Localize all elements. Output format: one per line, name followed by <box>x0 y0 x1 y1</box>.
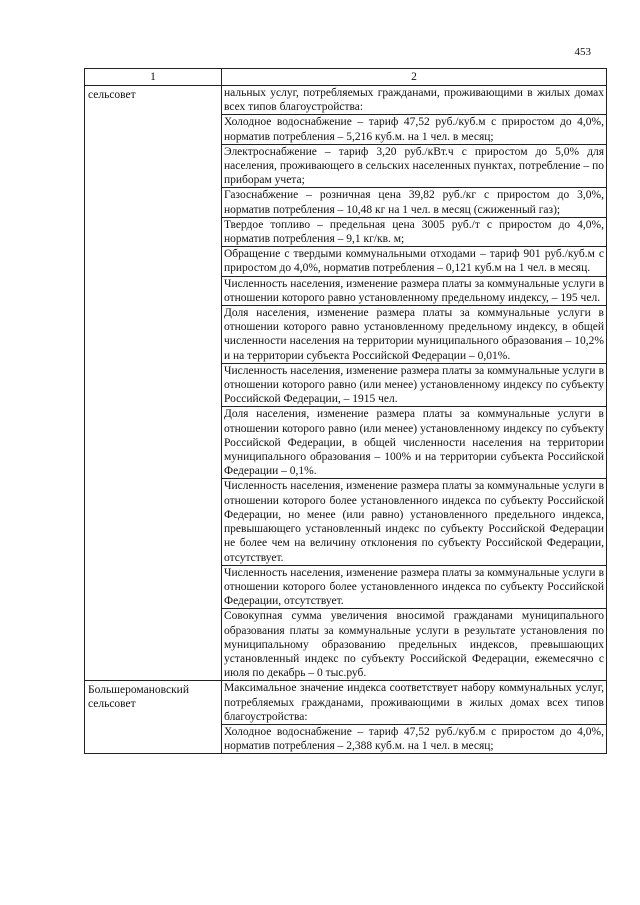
detail-paragraph: нальных услуг, потребляемых гражданами, проживающими в жилых домах всех типов благоустройства: <box>224 87 604 114</box>
municipality-name: Большеромановский сельсовет <box>85 681 222 754</box>
detail-paragraph: Доля населения, изменение размера платы за коммунальные услуги в отношении которого равно (или менее) установленному индексу по субъекту Российской Федерации, в общей численности населения на территории муниципального образования – 100% и на территории субъекта Российской Федерации – 0,1%. <box>224 408 604 478</box>
detail-paragraph: Твердое топливо – предельная цена 3005 руб./т с приростом до 4,0%, норматив потребления – 9,1 кг/кв. м; <box>224 218 604 246</box>
page-number: 453 <box>574 46 591 58</box>
detail-paragraph: Обращение с твердыми коммунальными отходами – тариф 901 руб./куб.м с приростом до 4,0%, норматив потребления – 0,121 куб.м на 1 чел. в месяц. <box>224 248 604 275</box>
detail-paragraph: Численность населения, изменение размера платы за коммунальные услуги в отношении которого равно (или менее) установленному индексу по субъекту Российской Федерации, – 1915 чел. <box>224 364 604 406</box>
municipality-details <box>222 86 607 681</box>
table-header-row <box>85 69 607 86</box>
detail-paragraph: Холодное водоснабжение – тариф 47,52 руб./куб.м с приростом до 4,0%, норматив потребления – 2,388 куб.м. на 1 чел. в месяц; <box>224 725 604 753</box>
document-table <box>84 68 607 754</box>
detail-paragraph: Совокупная сумма увеличения вносимой гражданами муниципального образования платы за коммунальные услуги в результате установления по муниципальному образованию предельных индексов, превышающих установленный индекс по субъекту Российской Федерации, ежемесячно с июля по декабрь – 0 тыс.руб. <box>224 610 604 680</box>
detail-paragraph: Максимальное значение индекса соответствует набору коммунальных услуг, потребляемых гражданами, проживающими в жилых домах всех типов благоустройства: <box>224 682 604 723</box>
detail-paragraph: Численность населения, изменение размера платы за коммунальные услуги в отношении которого равно установленному предельному индексу, – 195 чел. <box>224 277 604 304</box>
table-row <box>85 681 607 754</box>
municipality-name: сельсовет <box>85 86 222 681</box>
table-row <box>85 86 607 681</box>
detail-paragraph: Численность населения, изменение размера платы за коммунальные услуги в отношении которого более установленного индекса по субъекту Российской Федерации, отсутствует. <box>224 566 604 608</box>
detail-paragraph: Электроснабжение – тариф 3,20 руб./кВт.ч с приростом до 5,0% для населения, проживающего в сельских населенных пунктах, потребление – по приборам учета; <box>224 145 604 187</box>
column-header-1: 1 <box>85 69 222 86</box>
detail-paragraph: Холодное водоснабжение – тариф 47,52 руб./куб.м с приростом до 4,0%, норматив потребления – 5,216 куб.м. на 1 чел. в месяц; <box>224 116 604 143</box>
municipality-details <box>222 681 607 754</box>
detail-paragraph: Численность населения, изменение размера платы за коммунальные услуги в отношении которого более установленного индекса по субъекту Российской Федерации, но менее (или равно) установленного предельного индекса, превышающего установленный индекс по субъекту Российской Федерации не более чем на величину отклонения по субъекту Российской Федерации, отсутствует. <box>224 480 604 564</box>
column-header-2: 2 <box>222 69 607 86</box>
detail-paragraph: Газоснабжение – розничная цена 39,82 руб./кг с приростом до 3,0%, норматив потребления – 10,48 кг на 1 чел. в месяц (сжиженный газ); <box>224 189 604 216</box>
detail-paragraph: Доля населения, изменение размера платы за коммунальные услуги в отношении которого равно установленному предельному индексу, в общей численности населения на территории муниципального образования – 10,2% и на территории субъекта Российской Федерации – 0,01%. <box>224 307 604 362</box>
